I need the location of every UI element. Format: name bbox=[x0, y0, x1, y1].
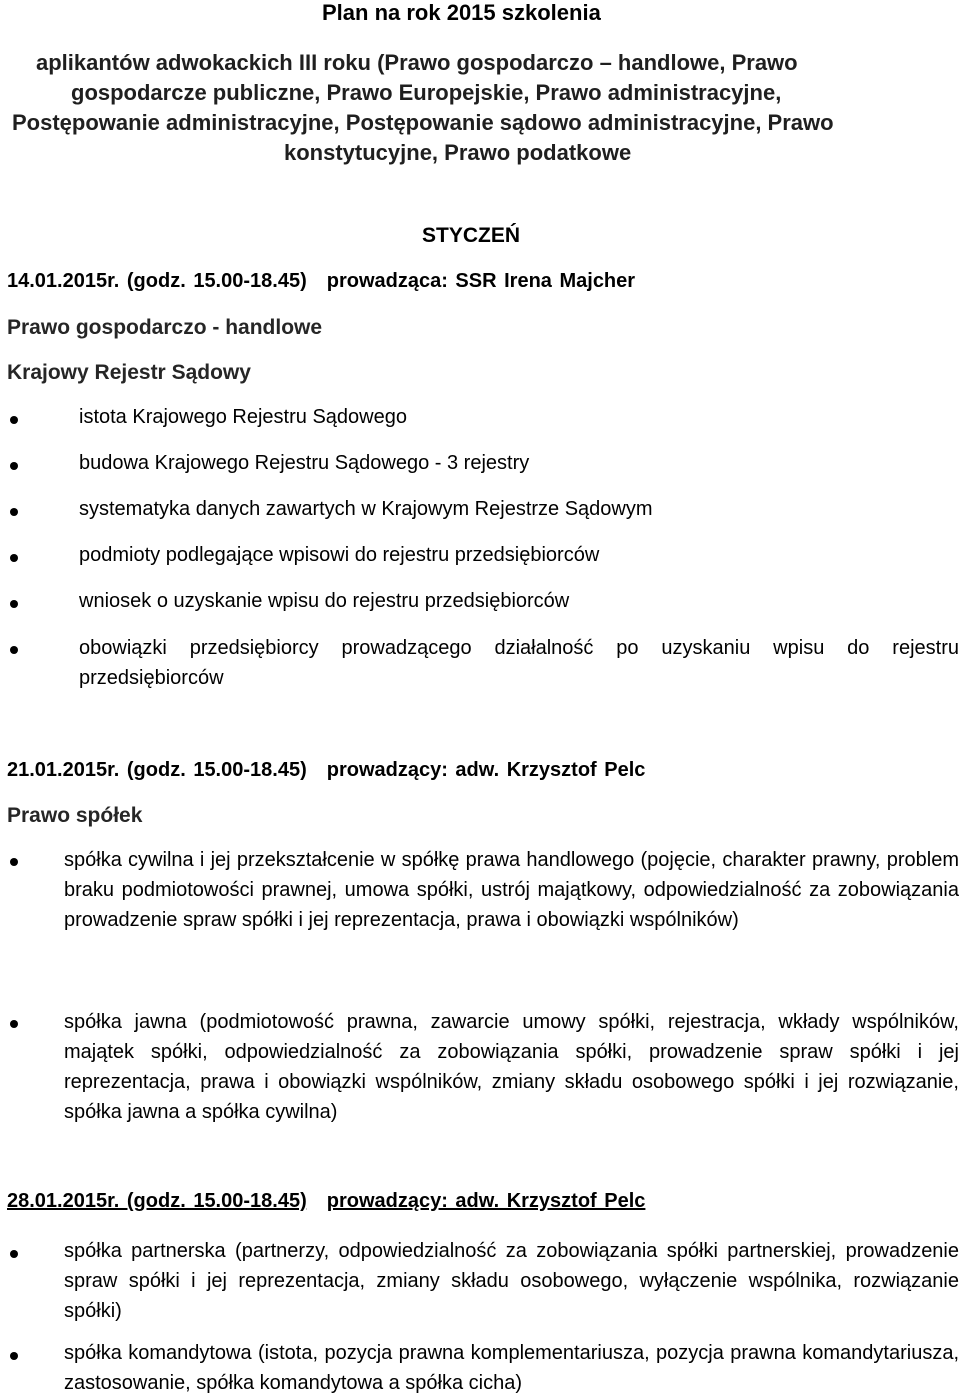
bullet-icon bbox=[10, 554, 18, 562]
month-heading: STYCZEŃ bbox=[422, 224, 521, 247]
list-item: podmioty podlegające wpisowi do rejestru przedsiębiorców bbox=[79, 544, 600, 566]
session-leader: prowadzący: adw. Krzysztof Pelc bbox=[326, 1190, 646, 1212]
bullet-icon bbox=[10, 1020, 18, 1028]
bullet-icon bbox=[10, 858, 18, 866]
session-header bbox=[7, 759, 645, 782]
list-item: spółka cywilna i jej przekształcenie w spółkę prawa handlowego (pojęcie, charakter prawny, problem braku podmiotowości prawnej, umowa spółki, ustrój majątkowy, odpowiedzialność za zobowiązania prowadzenie spraw spółki i jej reprezentacja, prawa i obowiązki wspólników) bbox=[64, 849, 959, 931]
list-item: spółka komandytowa (istota, pozycja prawna komplementariusza, pozycja prawna komandytariusza, zastosowanie, spółka komandytowa a spółka cicha) bbox=[64, 1342, 959, 1394]
list-item: istota Krajowego Rejestru Sądowego bbox=[79, 406, 407, 428]
list-item: spółka partnerska (partnerzy, odpowiedzialność za zobowiązania spółki partnerskiej, prowadzenie spraw spółki i jej reprezentacja, zmiany składu osobowego, wyłączenie wspólnika, rozwiązanie spółki) bbox=[64, 1240, 959, 1322]
session-header bbox=[7, 1190, 645, 1213]
subtitle-line: Postępowanie administracyjne, Postępowanie sądowo administracyjne, Prawo bbox=[12, 110, 834, 135]
list-item: budowa Krajowego Rejestru Sądowego - 3 rejestry bbox=[79, 452, 530, 474]
list-item: systematyka danych zawartych w Krajowym Rejestrze Sądowym bbox=[79, 498, 653, 520]
session-date: 21.01.2015r. (godz. 15.00-18.45) bbox=[7, 759, 307, 781]
document-title: Plan na rok 2015 szkolenia bbox=[322, 0, 601, 25]
session-subject: Prawo gospodarczo - handlowe bbox=[7, 316, 323, 339]
list-item: obowiązki przedsiębiorcy prowadzącego działalność po uzyskaniu wpisu do rejestru przedsiębiorców bbox=[79, 637, 959, 689]
bullet-icon bbox=[10, 1352, 18, 1360]
bullet-icon bbox=[10, 508, 18, 516]
subtitle-line: konstytucyjne, Prawo podatkowe bbox=[284, 140, 632, 165]
session-subject: Prawo spółek bbox=[7, 804, 143, 827]
list-item: wniosek o uzyskanie wpisu do rejestru przedsiębiorców bbox=[79, 590, 570, 612]
session-leader: prowadząca: SSR Irena Majcher bbox=[326, 270, 636, 292]
bullet-icon bbox=[10, 600, 18, 608]
subtitle-line: gospodarcze publiczne, Prawo Europejskie, Prawo administracyjne, bbox=[71, 80, 782, 105]
subtitle-line: aplikantów adwokackich III roku (Prawo gospodarczo – handlowe, Prawo bbox=[36, 50, 798, 75]
session-leader: prowadzący: adw. Krzysztof Pelc bbox=[326, 759, 646, 781]
session-header bbox=[7, 270, 635, 293]
bullet-icon bbox=[10, 646, 18, 654]
bullet-icon bbox=[10, 416, 18, 424]
bullet-icon bbox=[10, 462, 18, 470]
session-date: 28.01.2015r. (godz. 15.00-18.45) bbox=[7, 1190, 307, 1212]
session-topic: Krajowy Rejestr Sądowy bbox=[7, 361, 251, 384]
bullet-icon bbox=[10, 1250, 18, 1258]
session-date: 14.01.2015r. (godz. 15.00-18.45) bbox=[7, 270, 307, 292]
list-item: spółka jawna (podmiotowość prawna, zawarcie umowy spółki, rejestracja, wkłady wspólników, majątek spółki, odpowiedzialność za zobowiązania spółki, prowadzenie spraw spółki i jej reprezentacja, prawa i obowiązki wspólników, zmiany składu osobowego spółki i jej rozwiązanie, spółka jawna a spółka cywilna) bbox=[64, 1011, 959, 1123]
